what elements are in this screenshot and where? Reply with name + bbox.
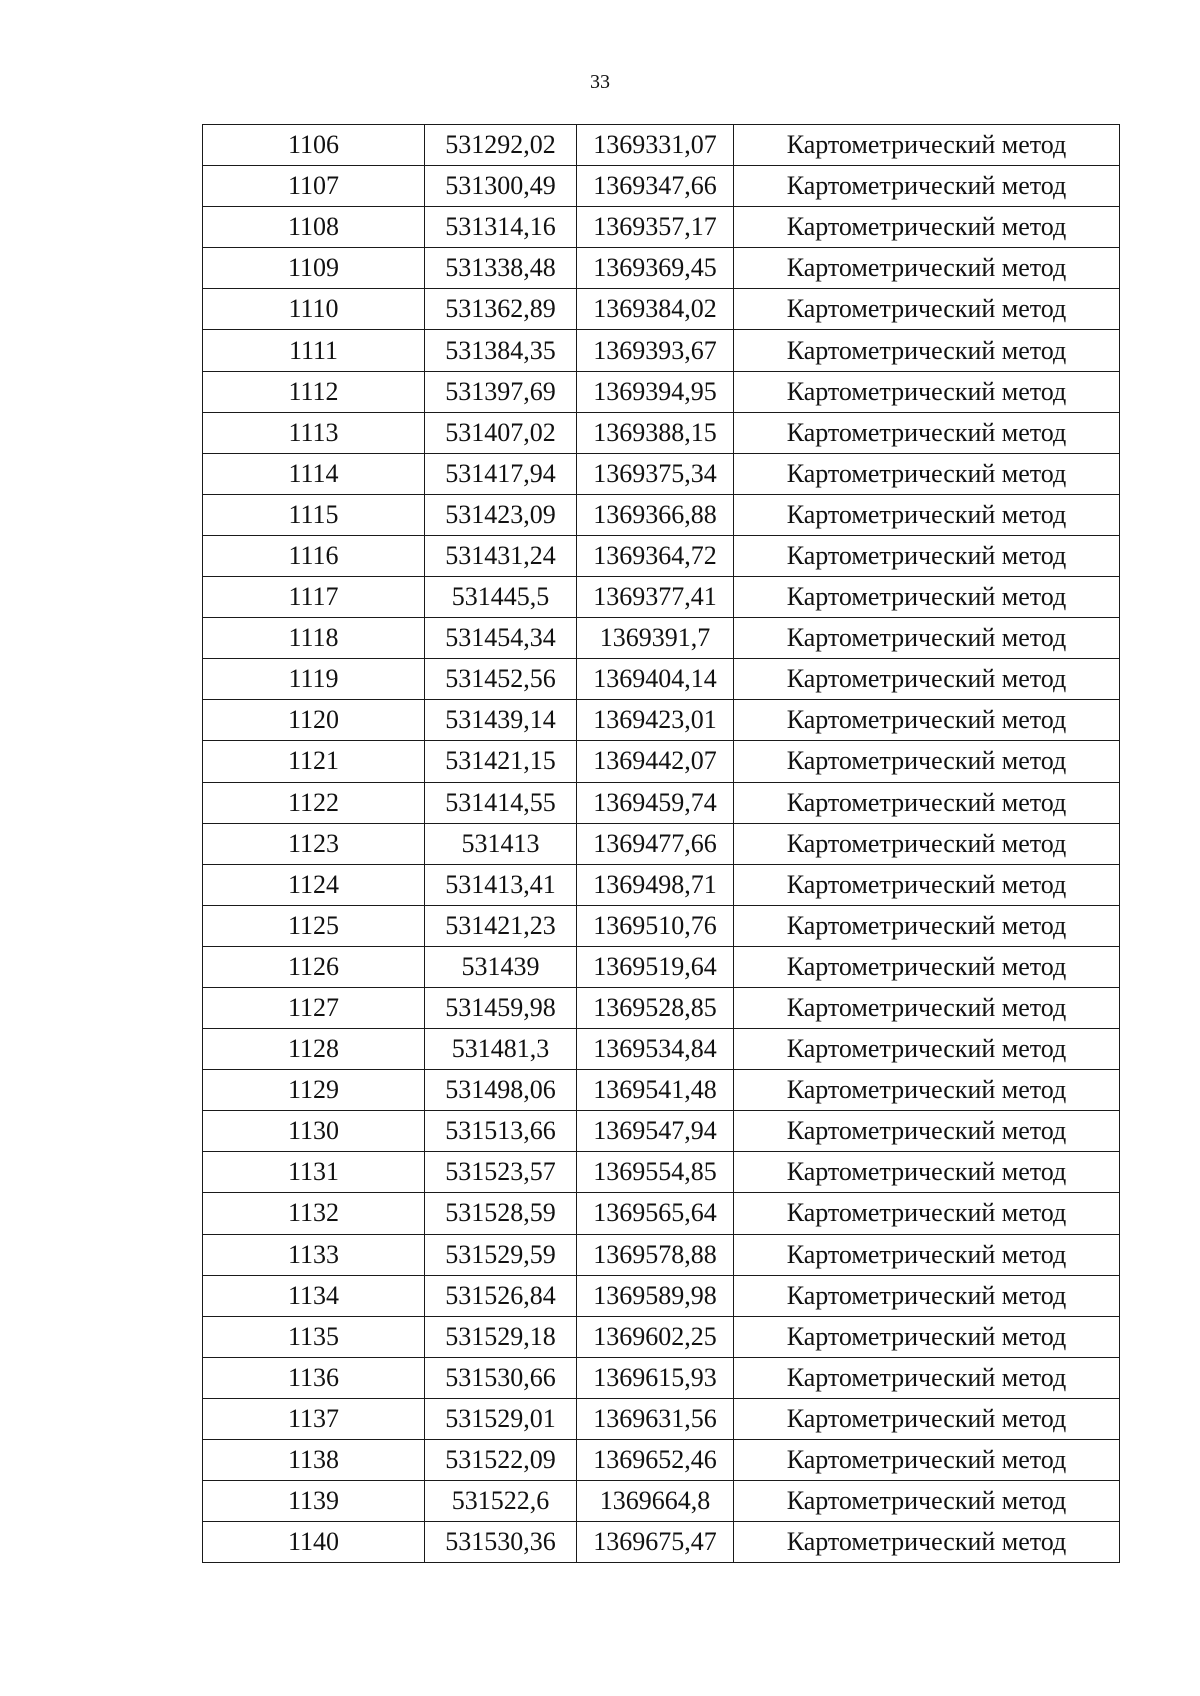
table-row <box>203 946 1120 987</box>
table-row <box>203 412 1120 453</box>
x-coordinate-cell: 531513,66 <box>425 1111 577 1152</box>
y-coordinate-cell: 1369366,88 <box>577 494 734 535</box>
table-row <box>203 248 1120 289</box>
method-cell: Картометрический метод <box>734 1275 1120 1316</box>
y-coordinate-cell: 1369602,25 <box>577 1316 734 1357</box>
x-coordinate-cell: 531522,6 <box>425 1481 577 1522</box>
point-number-cell: 1118 <box>203 618 425 659</box>
y-coordinate-cell: 1369364,72 <box>577 535 734 576</box>
method-cell: Картометрический метод <box>734 1029 1120 1070</box>
y-coordinate-cell: 1369534,84 <box>577 1029 734 1070</box>
table-row <box>203 618 1120 659</box>
point-number-cell: 1122 <box>203 782 425 823</box>
table-row <box>203 577 1120 618</box>
x-coordinate-cell: 531407,02 <box>425 412 577 453</box>
x-coordinate-cell: 531530,36 <box>425 1522 577 1563</box>
point-number-cell: 1128 <box>203 1029 425 1070</box>
y-coordinate-cell: 1369459,74 <box>577 782 734 823</box>
table-row <box>203 330 1120 371</box>
y-coordinate-cell: 1369528,85 <box>577 987 734 1028</box>
table-row <box>203 207 1120 248</box>
method-cell: Картометрический метод <box>734 905 1120 946</box>
table-row <box>203 741 1120 782</box>
x-coordinate-cell: 531481,3 <box>425 1029 577 1070</box>
point-number-cell: 1137 <box>203 1398 425 1439</box>
table-row <box>203 535 1120 576</box>
point-number-cell: 1129 <box>203 1070 425 1111</box>
point-number-cell: 1123 <box>203 823 425 864</box>
y-coordinate-cell: 1369519,64 <box>577 946 734 987</box>
point-number-cell: 1113 <box>203 412 425 453</box>
method-cell: Картометрический метод <box>734 1398 1120 1439</box>
x-coordinate-cell: 531522,09 <box>425 1440 577 1481</box>
method-cell: Картометрический метод <box>734 577 1120 618</box>
point-number-cell: 1134 <box>203 1275 425 1316</box>
point-number-cell: 1115 <box>203 494 425 535</box>
method-cell: Картометрический метод <box>734 1357 1120 1398</box>
point-number-cell: 1117 <box>203 577 425 618</box>
point-number-cell: 1106 <box>203 125 425 166</box>
method-cell: Картометрический метод <box>734 618 1120 659</box>
y-coordinate-cell: 1369388,15 <box>577 412 734 453</box>
x-coordinate-cell: 531300,49 <box>425 166 577 207</box>
x-coordinate-cell: 531529,18 <box>425 1316 577 1357</box>
method-cell: Картометрический метод <box>734 659 1120 700</box>
y-coordinate-cell: 1369377,41 <box>577 577 734 618</box>
table-row <box>203 1070 1120 1111</box>
method-cell: Картометрический метод <box>734 987 1120 1028</box>
table-row <box>203 1152 1120 1193</box>
method-cell: Картометрический метод <box>734 330 1120 371</box>
x-coordinate-cell: 531314,16 <box>425 207 577 248</box>
table-row <box>203 1357 1120 1398</box>
table-row <box>203 823 1120 864</box>
x-coordinate-cell: 531362,89 <box>425 289 577 330</box>
method-cell: Картометрический метод <box>734 782 1120 823</box>
x-coordinate-cell: 531498,06 <box>425 1070 577 1111</box>
table-row <box>203 1316 1120 1357</box>
y-coordinate-cell: 1369375,34 <box>577 453 734 494</box>
method-cell: Картометрический метод <box>734 125 1120 166</box>
point-number-cell: 1127 <box>203 987 425 1028</box>
point-number-cell: 1110 <box>203 289 425 330</box>
point-number-cell: 1120 <box>203 700 425 741</box>
y-coordinate-cell: 1369554,85 <box>577 1152 734 1193</box>
y-coordinate-cell: 1369477,66 <box>577 823 734 864</box>
method-cell: Картометрический метод <box>734 1481 1120 1522</box>
point-number-cell: 1109 <box>203 248 425 289</box>
table-row <box>203 1111 1120 1152</box>
point-number-cell: 1124 <box>203 864 425 905</box>
method-cell: Картометрический метод <box>734 1234 1120 1275</box>
y-coordinate-cell: 1369615,93 <box>577 1357 734 1398</box>
x-coordinate-cell: 531421,15 <box>425 741 577 782</box>
x-coordinate-cell: 531397,69 <box>425 371 577 412</box>
y-coordinate-cell: 1369357,17 <box>577 207 734 248</box>
y-coordinate-cell: 1369498,71 <box>577 864 734 905</box>
x-coordinate-cell: 531529,01 <box>425 1398 577 1439</box>
method-cell: Картометрический метод <box>734 453 1120 494</box>
y-coordinate-cell: 1369631,56 <box>577 1398 734 1439</box>
x-coordinate-cell: 531384,35 <box>425 330 577 371</box>
method-cell: Картометрический метод <box>734 1070 1120 1111</box>
x-coordinate-cell: 531423,09 <box>425 494 577 535</box>
point-number-cell: 1108 <box>203 207 425 248</box>
method-cell: Картометрический метод <box>734 207 1120 248</box>
x-coordinate-cell: 531452,56 <box>425 659 577 700</box>
method-cell: Картометрический метод <box>734 1152 1120 1193</box>
y-coordinate-cell: 1369347,66 <box>577 166 734 207</box>
table-row <box>203 1275 1120 1316</box>
y-coordinate-cell: 1369331,07 <box>577 125 734 166</box>
point-number-cell: 1139 <box>203 1481 425 1522</box>
x-coordinate-cell: 531523,57 <box>425 1152 577 1193</box>
method-cell: Картометрический метод <box>734 1193 1120 1234</box>
point-number-cell: 1116 <box>203 535 425 576</box>
method-cell: Картометрический метод <box>734 700 1120 741</box>
point-number-cell: 1114 <box>203 453 425 494</box>
method-cell: Картометрический метод <box>734 166 1120 207</box>
table-row <box>203 1481 1120 1522</box>
point-number-cell: 1121 <box>203 741 425 782</box>
x-coordinate-cell: 531431,24 <box>425 535 577 576</box>
point-number-cell: 1140 <box>203 1522 425 1563</box>
x-coordinate-cell: 531417,94 <box>425 453 577 494</box>
method-cell: Картометрический метод <box>734 412 1120 453</box>
x-coordinate-cell: 531421,23 <box>425 905 577 946</box>
y-coordinate-cell: 1369578,88 <box>577 1234 734 1275</box>
table-row <box>203 371 1120 412</box>
table-body <box>203 125 1120 1563</box>
y-coordinate-cell: 1369547,94 <box>577 1111 734 1152</box>
x-coordinate-cell: 531338,48 <box>425 248 577 289</box>
table-row <box>203 1029 1120 1070</box>
table-row <box>203 987 1120 1028</box>
x-coordinate-cell: 531528,59 <box>425 1193 577 1234</box>
y-coordinate-cell: 1369675,47 <box>577 1522 734 1563</box>
method-cell: Картометрический метод <box>734 494 1120 535</box>
table-row <box>203 1522 1120 1563</box>
method-cell: Картометрический метод <box>734 946 1120 987</box>
y-coordinate-cell: 1369384,02 <box>577 289 734 330</box>
x-coordinate-cell: 531414,55 <box>425 782 577 823</box>
y-coordinate-cell: 1369664,8 <box>577 1481 734 1522</box>
table-row <box>203 1398 1120 1439</box>
method-cell: Картометрический метод <box>734 371 1120 412</box>
y-coordinate-cell: 1369404,14 <box>577 659 734 700</box>
y-coordinate-cell: 1369391,7 <box>577 618 734 659</box>
method-cell: Картометрический метод <box>734 1316 1120 1357</box>
method-cell: Картометрический метод <box>734 864 1120 905</box>
x-coordinate-cell: 531445,5 <box>425 577 577 618</box>
point-number-cell: 1112 <box>203 371 425 412</box>
table-row <box>203 864 1120 905</box>
x-coordinate-cell: 531292,02 <box>425 125 577 166</box>
method-cell: Картометрический метод <box>734 1522 1120 1563</box>
table-row <box>203 659 1120 700</box>
method-cell: Картометрический метод <box>734 741 1120 782</box>
table-row <box>203 700 1120 741</box>
table-row <box>203 125 1120 166</box>
point-number-cell: 1130 <box>203 1111 425 1152</box>
point-number-cell: 1126 <box>203 946 425 987</box>
table-row <box>203 1193 1120 1234</box>
x-coordinate-cell: 531413,41 <box>425 864 577 905</box>
x-coordinate-cell: 531526,84 <box>425 1275 577 1316</box>
point-number-cell: 1135 <box>203 1316 425 1357</box>
page-number: 33 <box>590 71 610 93</box>
x-coordinate-cell: 531529,59 <box>425 1234 577 1275</box>
point-number-cell: 1131 <box>203 1152 425 1193</box>
y-coordinate-cell: 1369510,76 <box>577 905 734 946</box>
x-coordinate-cell: 531454,34 <box>425 618 577 659</box>
point-number-cell: 1107 <box>203 166 425 207</box>
point-number-cell: 1133 <box>203 1234 425 1275</box>
y-coordinate-cell: 1369652,46 <box>577 1440 734 1481</box>
table-row <box>203 782 1120 823</box>
x-coordinate-cell: 531413 <box>425 823 577 864</box>
method-cell: Картометрический метод <box>734 1440 1120 1481</box>
x-coordinate-cell: 531439 <box>425 946 577 987</box>
table-row <box>203 166 1120 207</box>
table-row <box>203 453 1120 494</box>
point-number-cell: 1119 <box>203 659 425 700</box>
coordinates-table <box>202 124 1120 1563</box>
y-coordinate-cell: 1369423,01 <box>577 700 734 741</box>
point-number-cell: 1132 <box>203 1193 425 1234</box>
method-cell: Картометрический метод <box>734 823 1120 864</box>
y-coordinate-cell: 1369394,95 <box>577 371 734 412</box>
y-coordinate-cell: 1369541,48 <box>577 1070 734 1111</box>
method-cell: Картометрический метод <box>734 248 1120 289</box>
method-cell: Картометрический метод <box>734 289 1120 330</box>
method-cell: Картометрический метод <box>734 1111 1120 1152</box>
point-number-cell: 1125 <box>203 905 425 946</box>
table-row <box>203 289 1120 330</box>
y-coordinate-cell: 1369589,98 <box>577 1275 734 1316</box>
table-row <box>203 1234 1120 1275</box>
point-number-cell: 1111 <box>203 330 425 371</box>
y-coordinate-cell: 1369565,64 <box>577 1193 734 1234</box>
y-coordinate-cell: 1369369,45 <box>577 248 734 289</box>
y-coordinate-cell: 1369442,07 <box>577 741 734 782</box>
x-coordinate-cell: 531530,66 <box>425 1357 577 1398</box>
table-row <box>203 494 1120 535</box>
x-coordinate-cell: 531439,14 <box>425 700 577 741</box>
method-cell: Картометрический метод <box>734 535 1120 576</box>
table-row <box>203 1440 1120 1481</box>
point-number-cell: 1136 <box>203 1357 425 1398</box>
y-coordinate-cell: 1369393,67 <box>577 330 734 371</box>
x-coordinate-cell: 531459,98 <box>425 987 577 1028</box>
point-number-cell: 1138 <box>203 1440 425 1481</box>
table-row <box>203 905 1120 946</box>
